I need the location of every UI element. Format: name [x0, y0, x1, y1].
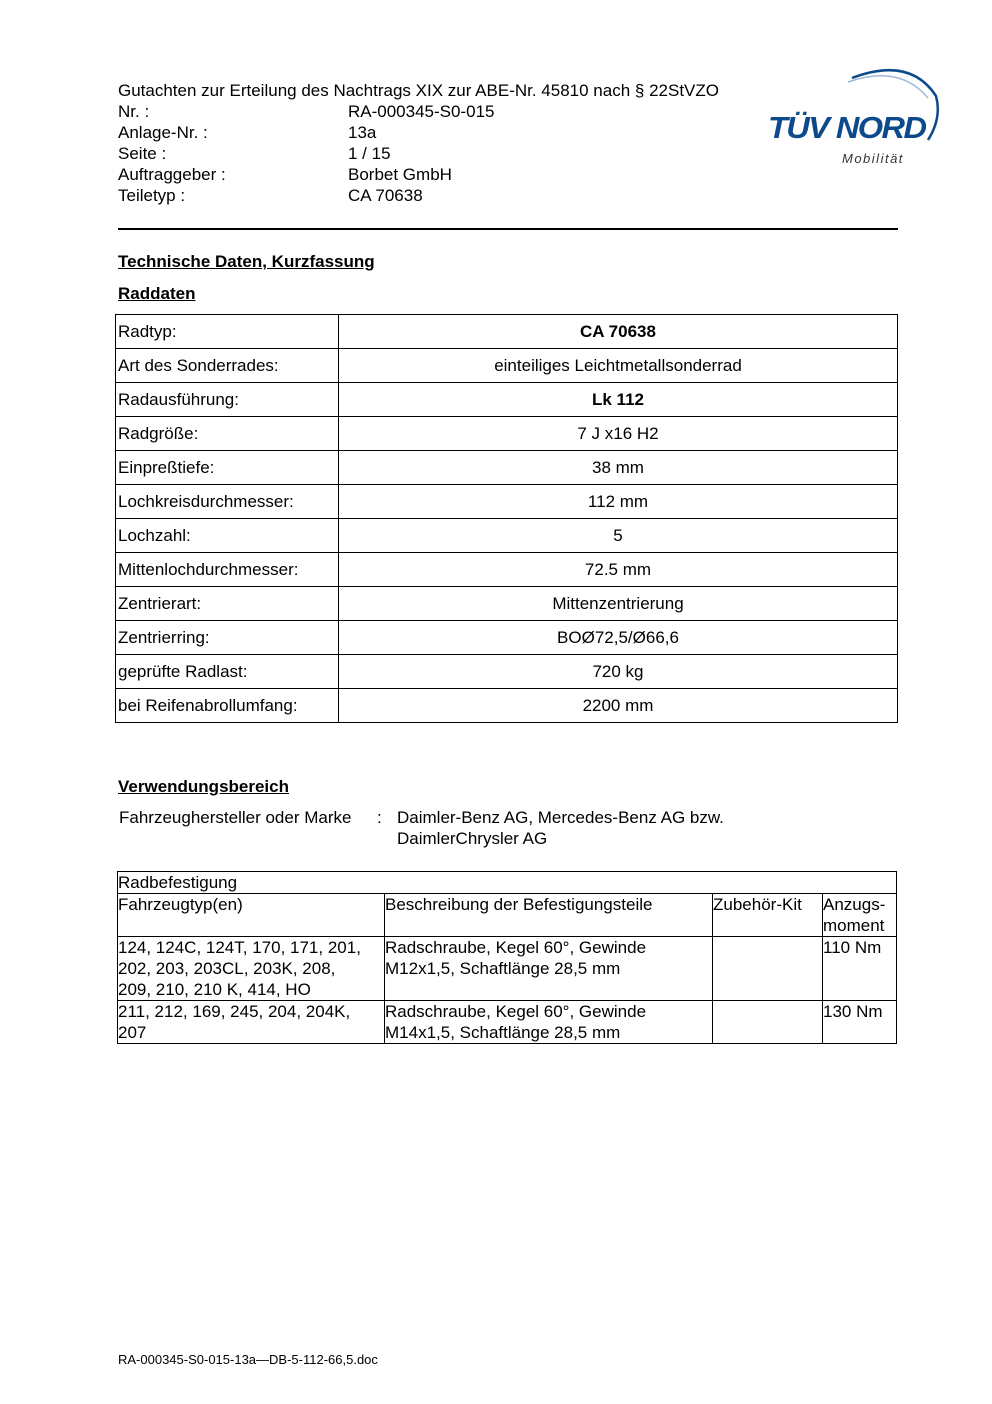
verwendung-key: Fahrzeughersteller oder Marke [119, 808, 352, 827]
cell-moment: 130 Nm [823, 1001, 897, 1044]
table-header-row [118, 894, 897, 937]
table-row [116, 485, 898, 519]
row-value: 72.5 mm [339, 553, 898, 587]
row-key: bei Reifenabrollumfang: [116, 689, 339, 723]
row-key: Radgröße: [116, 417, 339, 451]
table-title: Radbefestigung [118, 872, 897, 894]
row-key: Art des Sonderrades: [116, 349, 339, 383]
header-beschreibung: Beschreibung der Befestigungsteile [385, 894, 713, 937]
verwendung-colon: : [377, 808, 382, 827]
table-row [116, 655, 898, 689]
table-row [118, 1001, 897, 1044]
table-row [116, 383, 898, 417]
header-value: 13a [348, 123, 377, 142]
header-row-anlage [118, 122, 798, 143]
table-row [116, 587, 898, 621]
table-row [116, 553, 898, 587]
header-row-nr [118, 101, 798, 122]
row-value: 2200 mm [339, 689, 898, 723]
cell-typen [118, 1001, 385, 1044]
row-value: CA 70638 [339, 315, 898, 349]
row-key: Lochzahl: [116, 519, 339, 553]
row-value: Lk 112 [339, 383, 898, 417]
verwendung-value-line: Daimler-Benz AG, Mercedes-Benz AG bzw. [397, 808, 724, 827]
table-row [116, 315, 898, 349]
row-key: Radausführung: [116, 383, 339, 417]
table-title-row [118, 872, 897, 894]
row-value: 112 mm [339, 485, 898, 519]
cell-desc [385, 1001, 713, 1044]
document-header [118, 80, 798, 206]
document-title: Gutachten zur Erteilung des Nachtrags XIX zur ABE-Nr. 45810 nach § 22StVZO [118, 81, 719, 100]
row-key: Einpreßtiefe: [116, 451, 339, 485]
header-value: 1 / 15 [348, 144, 391, 163]
radbefestigung-table [117, 871, 897, 1044]
header-anzugsmoment [823, 894, 897, 937]
header-fahrzeugtyp: Fahrzeugtyp(en) [118, 894, 385, 937]
row-value: Mittenzentrierung [339, 587, 898, 621]
verwendung-value-line: DaimlerChrysler AG [397, 829, 548, 848]
header-key: Teiletyp : [118, 186, 186, 205]
desc-line: Radschraube, Kegel 60°, Gewinde [385, 1002, 647, 1021]
header-row-auftraggeber [118, 164, 798, 185]
header-key: Anlage-Nr. : [118, 123, 208, 142]
verwendung-row [119, 807, 724, 849]
cell-desc [385, 937, 713, 1001]
footer-filename: RA-000345-S0-015-13a—DB-5-112-66,5.doc [118, 1352, 378, 1367]
row-value: BOØ72,5/Ø66,6 [339, 621, 898, 655]
table-row [116, 451, 898, 485]
header-row-teiletyp [118, 185, 798, 206]
cell-kit [713, 1001, 823, 1044]
logo-brand: TÜV NORD [768, 110, 926, 145]
row-value: 38 mm [339, 451, 898, 485]
header-row-seite [118, 143, 798, 164]
section-title: Technische Daten, Kurzfassung [118, 252, 375, 271]
header-key: Auftraggeber : [118, 165, 226, 184]
raddaten-table [115, 314, 898, 723]
table-row [116, 349, 898, 383]
cell-moment: 110 Nm [823, 937, 897, 1001]
header-value: Borbet GmbH [348, 165, 452, 184]
desc-line: M12x1,5, Schaftlänge 28,5 mm [385, 959, 621, 978]
row-key: Radtyp: [116, 315, 339, 349]
row-value: 7 J x16 H2 [339, 417, 898, 451]
verwendung-title: Verwendungsbereich [118, 777, 289, 796]
cell-kit [713, 937, 823, 1001]
row-value: einteiliges Leichtmetallsonderrad [339, 349, 898, 383]
table-row [116, 689, 898, 723]
cell-typen [118, 937, 385, 1001]
header-zubehoer: Zubehör-Kit [713, 894, 823, 937]
raddaten-title: Raddaten [118, 284, 196, 303]
row-key: geprüfte Radlast: [116, 655, 339, 689]
typen-line: 207 [118, 1023, 147, 1042]
header-moment-line: Anzugs- [823, 895, 886, 914]
row-value: 720 kg [339, 655, 898, 689]
desc-line: M14x1,5, Schaftlänge 28,5 mm [385, 1023, 621, 1042]
typen-line: 202, 203, 203CL, 203K, 208, [118, 959, 336, 978]
header-divider [118, 228, 898, 230]
header-key: Nr. : [118, 102, 150, 121]
table-row [116, 417, 898, 451]
header-key: Seite : [118, 144, 167, 163]
verwendung-value [397, 807, 724, 849]
logo-subtitle: Mobilität [842, 151, 904, 166]
header-value: CA 70638 [348, 186, 423, 205]
header-value: RA-000345-S0-015 [348, 102, 495, 121]
row-key: Zentrierart: [116, 587, 339, 621]
typen-line: 209, 210, 210 K, 414, HO [118, 980, 311, 999]
row-key: Lochkreisdurchmesser: [116, 485, 339, 519]
row-key: Zentrierring: [116, 621, 339, 655]
desc-line: Radschraube, Kegel 60°, Gewinde [385, 938, 647, 957]
header-moment-line: moment [823, 916, 885, 935]
row-value: 5 [339, 519, 898, 553]
table-row [116, 519, 898, 553]
table-row [116, 621, 898, 655]
row-key: Mittenlochdurchmesser: [116, 553, 339, 587]
tuv-nord-logo [760, 58, 945, 173]
typen-line: 211, 212, 169, 245, 204, 204K, [118, 1002, 351, 1021]
table-row [118, 937, 897, 1001]
typen-line: 124, 124C, 124T, 170, 171, 201, [118, 938, 361, 957]
